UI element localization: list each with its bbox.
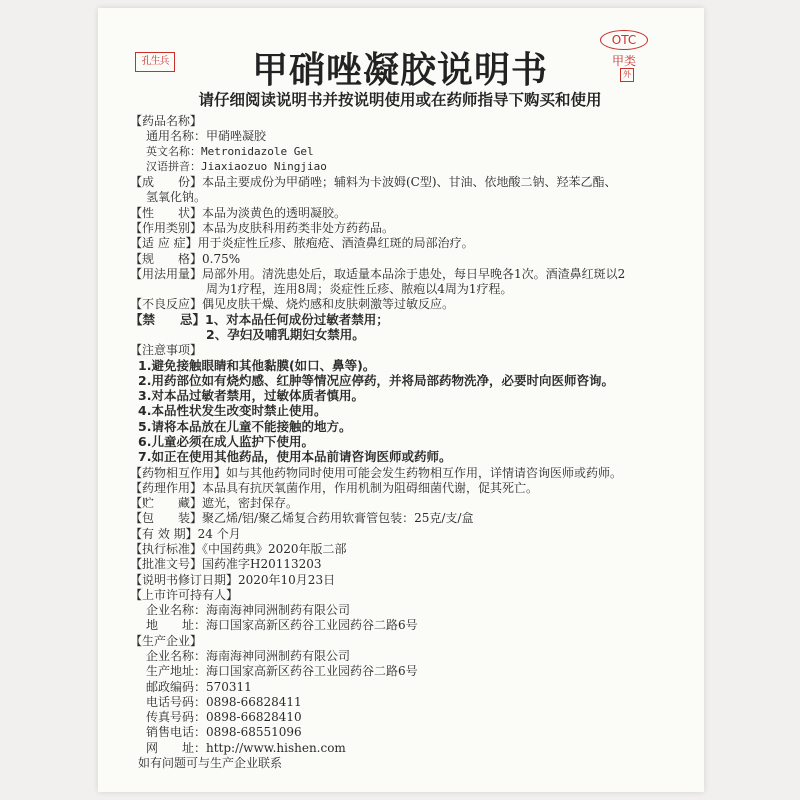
leaflet-line: 2.用药部位如有烧灼感、红肿等情况应停药，并将局部药物洗净，必要时向医师咨询。: [138, 372, 614, 388]
leaflet-line: 5.请将本品放在儿童不能接触的地方。: [138, 418, 352, 434]
leaflet-line: 【作用类别】本品为皮肤科用药类非处方药药品。: [130, 221, 395, 235]
leaflet-line: 【用法用量】局部外用。清洗患处后，取适量本品涂于患处，每日早晚各1次。酒渣鼻红斑以2: [130, 266, 626, 281]
otc-badge: OTC: [600, 30, 648, 50]
leaflet-line: 1.避免接触眼睛和其他黏膜(如口、鼻等)。: [138, 357, 376, 373]
leaflet-line: 【适 应 症】用于炎症性丘疹、脓疱疮、酒渣鼻红斑的局部治疗。: [130, 236, 474, 251]
leaflet-line: 【规 格】0.75%: [130, 251, 241, 266]
leaflet-line: 【贮 藏】遮光，密封保存。: [130, 496, 299, 511]
leaflet-line: 【上市许可持有人】: [130, 587, 239, 602]
leaflet-line: 【批准文号】国药准字H20113203: [130, 557, 322, 572]
leaflet-line: 企业名称：海南海神同洲制药有限公司: [146, 603, 351, 618]
otc-category: 甲类: [612, 54, 637, 68]
leaflet-line: 2、孕妇及哺乳期妇女禁用。: [206, 327, 365, 342]
leaflet-line: 生产地址：海口国家高新区药谷工业园药谷二路6号: [146, 664, 418, 679]
leaflet-line: 【性 状】本品为淡黄色的透明凝胶。: [130, 205, 347, 220]
leaflet-line: 4.本品性状发生改变时禁止使用。: [138, 403, 327, 419]
leaflet-line: 6.儿童必须在成人监护下使用。: [138, 434, 314, 449]
leaflet-line: 【注意事项】: [130, 343, 203, 358]
leaflet-line: 传真号码：0898-66828410: [146, 710, 302, 725]
leaflet-line: 【药品名称】: [130, 114, 203, 128]
leaflet-line: 氢氧化钠。: [146, 190, 207, 205]
leaflet-line: 【不良反应】偶见皮肤干燥、烧灼感和皮肤刺激等过敏反应。: [130, 297, 455, 312]
leaflet-line: 电话号码：0898-66828411: [146, 694, 302, 709]
leaflet-line: 【禁 忌】1、对本品任何成份过敏者禁用；: [130, 311, 389, 327]
leaflet-line: 销售电话：0898-68551096: [146, 725, 302, 740]
leaflet-line: 网 址：http://www.hishen.com: [146, 740, 346, 755]
leaflet-line: 【有 效 期】24 个月: [130, 526, 241, 541]
external-use-mark: 外: [620, 68, 634, 82]
leaflet-line: 英文名称：Metronidazole Gel: [146, 144, 314, 158]
leaflet-line: 【药物相互作用】如与其他药物同时使用可能会发生药物相互作用，详情请咨询医师或药师。: [130, 465, 623, 480]
leaflet-line: 邮政编码：570311: [146, 679, 252, 694]
leaflet-line: 【说明书修订日期】2020年10月23日: [130, 572, 336, 587]
leaflet-line: 【执行标准】《中国药典》2020年版二部: [130, 542, 347, 556]
leaflet-line: 【药理作用】本品具有抗厌氧菌作用，作用机制为阻碍细菌代谢，促其死亡。: [130, 480, 539, 495]
leaflet-line: 汉语拼音：Jiaxiaozuo Ningjiao: [146, 159, 327, 173]
leaflet-line: 如有问题可与生产企业联系: [138, 756, 283, 770]
leaflet-line: 【包 装】聚乙烯/铝/聚乙烯复合药用软膏管包装：25克/支/盒: [130, 511, 474, 526]
leaflet-line: 企业名称：海南海神同洲制药有限公司: [146, 649, 351, 663]
leaflet-line: 7.如正在使用其他药品，使用本品前请咨询医师或药师。: [138, 449, 452, 465]
leaflet-line: 周为1疗程，连用8周；炎症性丘疹、脓疱以4周为1疗程。: [206, 282, 513, 297]
leaflet-line: 【成 份】本品主要成份为甲硝唑；辅料为卡波姆(C型)、甘油、依地酸二钠、羟苯乙酯、: [130, 175, 617, 190]
document-subtitle: 请仔细阅读说明书并按说明使用或在药师指导下购买和使用: [198, 91, 602, 109]
leaflet-line: 【生产企业】: [130, 633, 203, 648]
leaflet-line: 通用名称：甲硝唑凝胶: [146, 129, 267, 144]
leaflet-line: 地 址：海口国家高新区药谷工业园药谷二路6号: [146, 618, 418, 633]
brand-stamp: 孔生兵: [135, 52, 175, 72]
document-title: 甲硝唑凝胶说明书: [251, 50, 548, 91]
leaflet-line: 3.对本品过敏者禁用，过敏体质者慎用。: [138, 388, 364, 404]
